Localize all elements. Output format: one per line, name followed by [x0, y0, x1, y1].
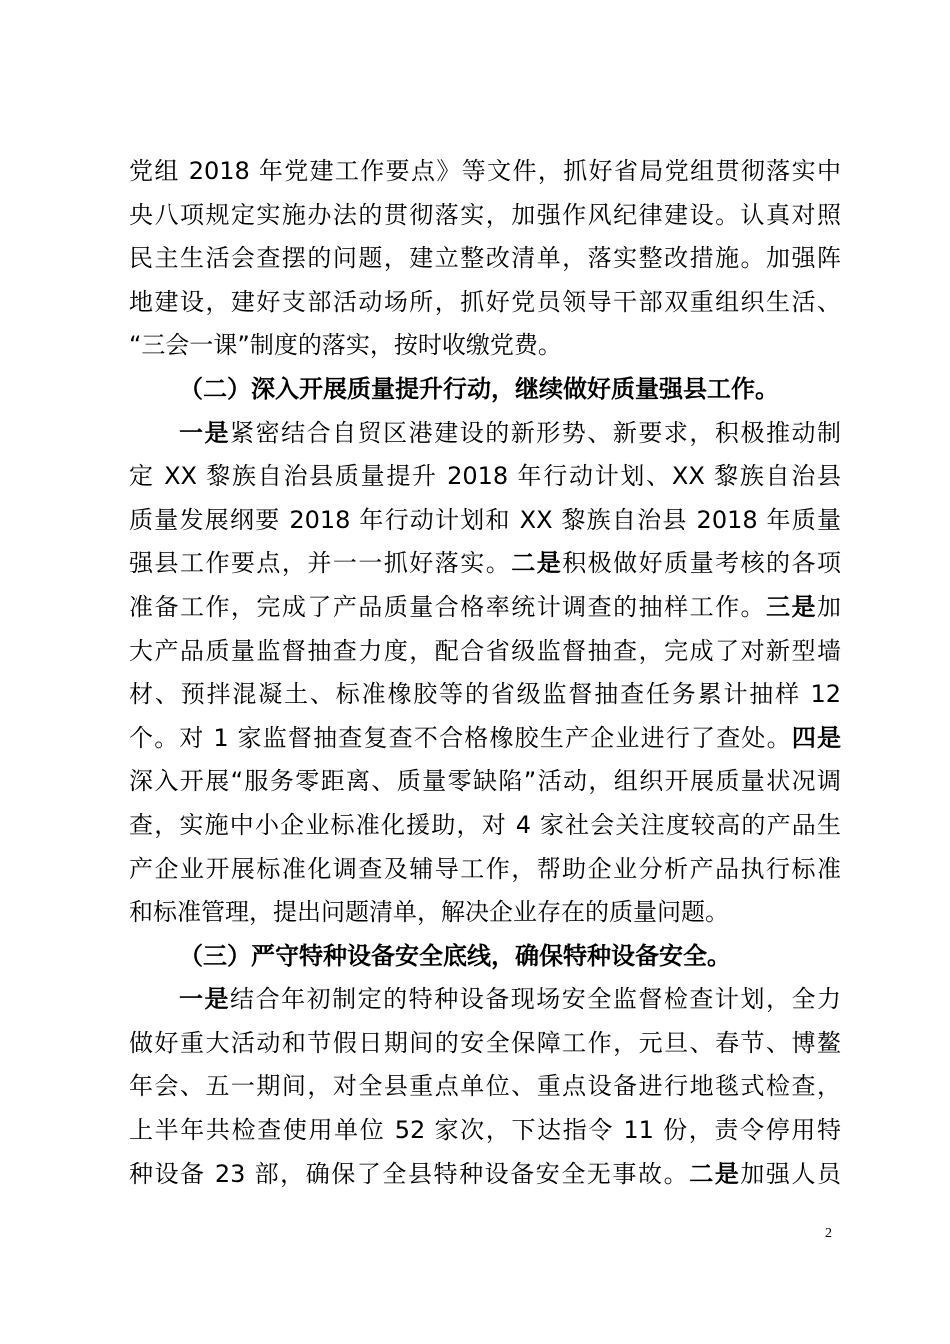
text-run: 上半年共检查使用单位 52 家次，下达指令 11 份，责令停用特 [129, 1116, 841, 1145]
text-run: 央八项规定实施办法的贯彻落实，加强作风纪律建设。认真对照 [129, 200, 841, 229]
text-line [129, 499, 841, 543]
text-line [129, 804, 841, 848]
text-run: “三会一课”制度的落实，按时收缴党费。 [129, 331, 562, 360]
text-line [129, 760, 841, 804]
text-line [129, 194, 841, 238]
text-run: 产企业开展标准化调查及辅导工作，帮助企业分析产品执行标准 [129, 854, 841, 883]
text-run: 紧密结合自贸区港建设的新形势、新要求，积极推动制 [230, 418, 842, 447]
text-line [129, 281, 841, 325]
text-line [129, 542, 841, 586]
text-line [129, 586, 841, 630]
text-line [129, 412, 841, 456]
text-run: 地建设，建好支部活动场所，抓好党员领导干部双重组织生活、 [129, 287, 841, 316]
text-run: 质量发展纲要 2018 年行动计划和 XX 黎族自治县 2018 年质量 [129, 505, 841, 534]
text-run: 查，实施中小企业标准化援助，对 4 家社会关注度较高的产品生 [129, 810, 841, 839]
bold-text-run: 四是 [791, 723, 842, 752]
bold-text-run: 一是 [179, 418, 231, 447]
text-run: 党组 2018 年党建工作要点》等文件，抓好省局党组贯彻落实中 [129, 157, 841, 185]
text-line [129, 237, 841, 281]
text-run: 积极做好质量考核的各项 [562, 549, 842, 578]
bold-text-run: 三是 [766, 592, 818, 621]
text-run: 结合年初制定的特种设备现场安全监督检查计划，全力 [230, 985, 842, 1014]
text-run: 材、预拌混凝土、标准橡胶等的省级监督抽查任务累计抽样 12 [129, 680, 841, 709]
text-run: 民主生活会查摆的问题，建立整改清单，落实整改措施。加强阵 [129, 244, 841, 273]
text-line [129, 1022, 841, 1066]
text-run: 准备工作，完成了产品质量合格率统计调查的抽样工作。 [129, 592, 767, 621]
text-line [129, 324, 841, 368]
bold-text-run: （二）深入开展质量提升行动，继续做好质量强县工作。 [179, 374, 779, 403]
text-line [129, 455, 841, 499]
text-line [129, 717, 841, 761]
text-run: 定 XX 黎族自治县质量提升 2018 年行动计划、XX 黎族自治县 [129, 462, 841, 491]
text-run: 加 [817, 592, 842, 621]
text-run: 强县工作要点，并一一抓好落实。 [129, 549, 512, 578]
bold-text-run: 二是 [689, 1159, 741, 1188]
text-run: 和标准管理，提出问题清单，解决企业存在的质量问题。 [129, 898, 729, 927]
text-run: 个。对 1 家监督抽查复查不合格橡胶生产企业进行了查处。 [129, 723, 792, 752]
text-line [129, 1065, 841, 1109]
section-heading-3 [129, 935, 841, 979]
body-text [129, 150, 841, 1196]
text-line [129, 1109, 841, 1153]
text-line [129, 848, 841, 892]
text-run: 年会、五一期间，对全县重点单位、重点设备进行地毯式检查， [129, 1072, 841, 1101]
text-run: 做好重大活动和节假日期间的安全保障工作，元旦、春节、博鳌 [129, 1028, 841, 1057]
text-line [129, 978, 841, 1022]
page-number: 2 [825, 1226, 832, 1241]
text-run: 深入开展“服务零距离、质量零缺陷”活动，组织开展质量状况调 [129, 767, 841, 796]
text-line [129, 1153, 841, 1197]
text-line [129, 891, 841, 935]
text-run: 大产品质量监督抽查力度，配合省级监督抽查，完成了对新型墙 [129, 636, 841, 665]
text-run: 种设备 23 部，确保了全县特种设备安全无事故。 [129, 1159, 690, 1188]
text-line [129, 150, 841, 194]
bold-text-run: 二是 [511, 549, 563, 578]
bold-text-run: （三）严守特种设备安全底线，确保特种设备安全。 [179, 941, 731, 970]
text-line [129, 673, 841, 717]
text-run: 加强人员 [740, 1159, 842, 1188]
bold-text-run: 一是 [179, 985, 231, 1014]
text-line [129, 630, 841, 674]
section-heading-2 [129, 368, 841, 412]
